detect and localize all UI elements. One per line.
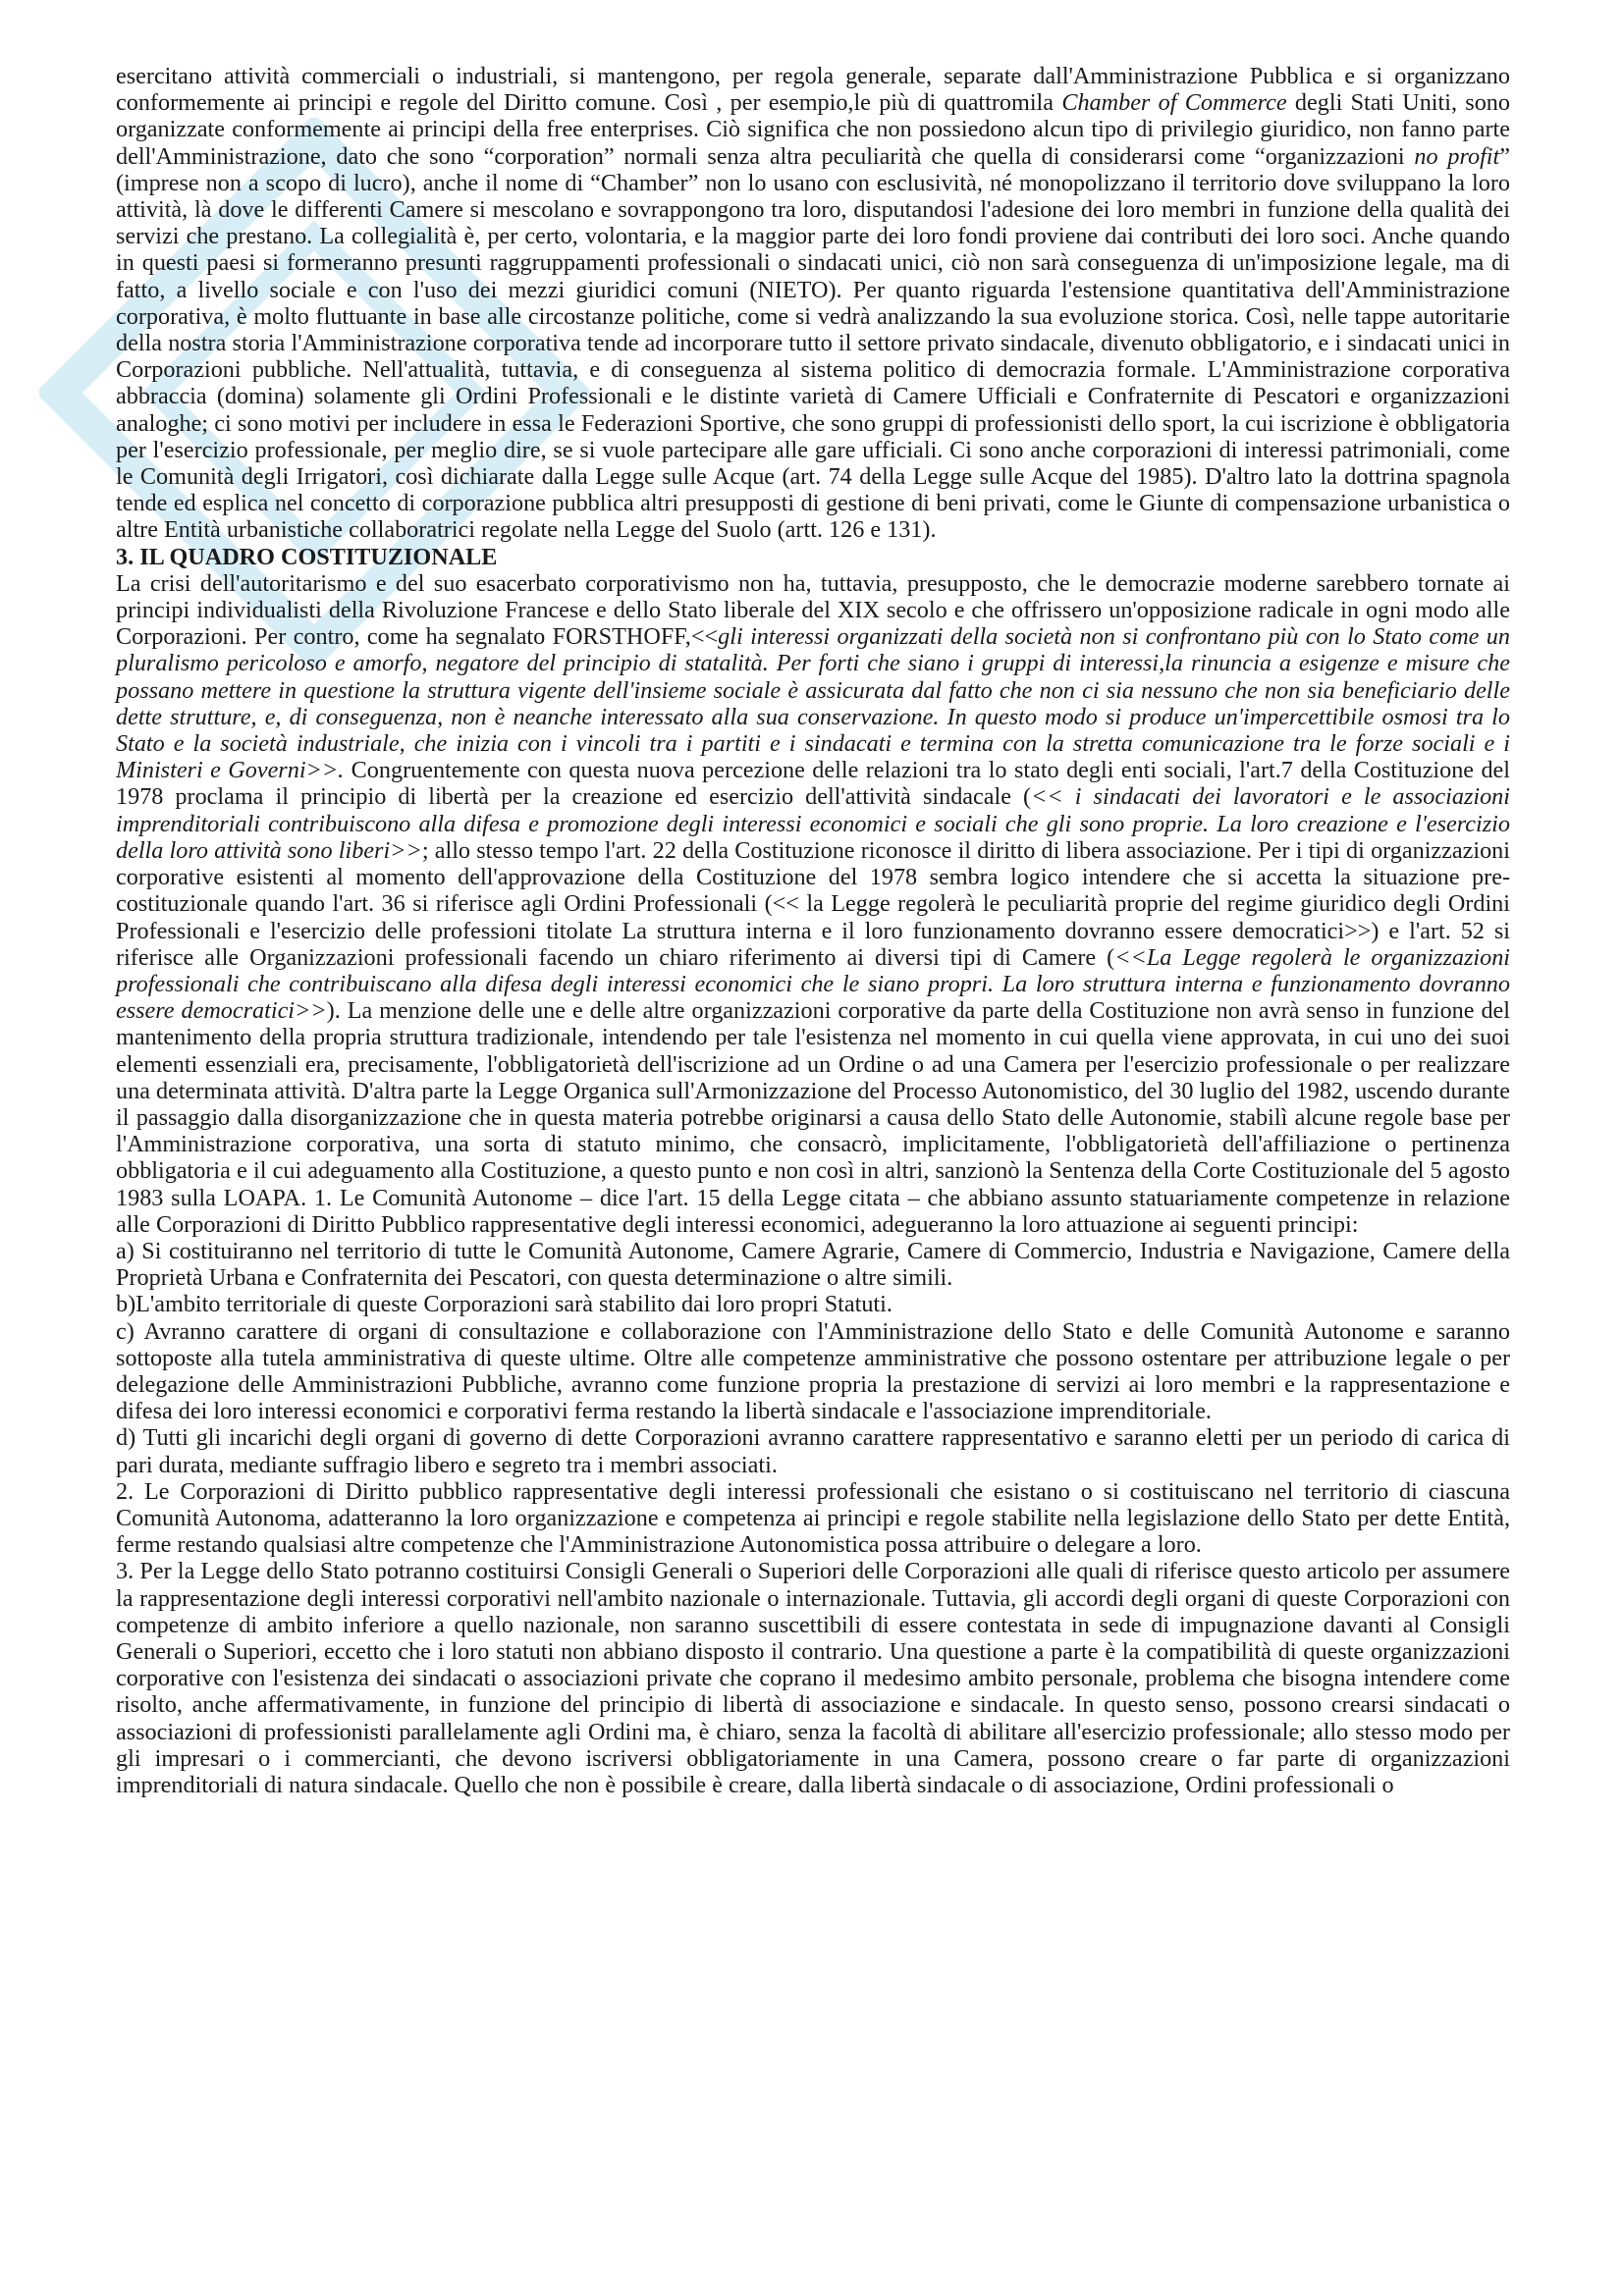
text-run: 3. Per la Legge dello Stato potranno costituirsi Consigli Generali o Superiori delle Corporazioni alle quali di riferisce questo articolo per assumere la rappresentazione degli interessi corporativi nell'ambito nazionale o internazionale. Tuttavia, gli accordi degli organi di queste Corporazioni con competenze di ambito inferiore a quello nazionale, non saranno suscettibili di essere contestata in sede di impugnazione davanti al Consigli Generali o Superiori, eccetto che i loro statuti non abbiano disposto il contrario. Una questione a parte è la compatibilità di queste organizzazioni corporative con l'esistenza dei sindacati o associazioni private che coprano il medesimo ambito personale, problema che bisogna intendere come risolto, anche affermativamente, in funzione del principio di libertà di associazione e sindacale. In questo senso, possono crearsi sindacati o associazioni di professionisti parallelamente agli Ordini ma, è chiaro, senza la facoltà di abilitare all'esercizio professionale; allo stesso modo per gli impresari o i commercianti, che devono iscriversi obbligatoriamente in una Camera, possono creare o far parte di organizzazioni imprenditoriali di natura sindacale. Quello che non è possibile è creare, dalla libertà sindacale o di associazione, Ordini professionali o [116,1558,1510,1798]
paragraph [116,570,1510,1238]
paragraph [116,1478,1510,1559]
paragraph [116,1558,1510,1798]
text-run: La crisi dell'autoritarismo e del suo esacerbato corporativismo non ha, tuttavia, presupposto, che le democrazie moderne sarebbero tornate ai principi individualisti della Rivoluzione Francese e dello Stato liberale del XIX secolo e che offrissero un'opposizione radicale in ogni modo alle Corporazioni. Per contro, come ha segnalato FORSTHOFF,<< [116,569,1510,651]
paragraph [116,1424,1510,1477]
text-run: degli Stati Uniti, sono organizzate conformemente ai principi della free enterprises. Ciò significa che non possiedono alcun tipo di privilegio giuridico, non fanno parte dell'Amministrazione, dato che sono “corporation” normali senza altra peculiarità che quella di considerarsi come “organizzazioni [116,89,1510,170]
text-run: ). La menzione delle une e delle altre organizzazioni corporative da parte della Costituzione non avrà senso in funzione del mantenimento della propria struttura tradizionale, intendendo per tale l'esistenza nel momento in cui quella viene approvata, in cui uno dei suoi elementi essenziali era, precisamente, l'obbligatorietà dell'iscrizione ad un Ordine o ad una Camera per l'esercizio professionale o per realizzare una determinata attività. D'altra parte la Legge Organica sull'Armonizzazione del Processo Autonomistico, del 30 luglio del 1982, uscendo durante il passaggio dalla disorganizzazione che in questa materia potrebbe originarsi a causa dello Stato delle Autonomie, stabilì alcune regole base per l'Amministrazione corporativa, una sorta di statuto minimo, che consacrò, implicitamente, l'obbligatorietà dell'affiliazione o pertinenza obbligatoria e il cui adeguamento alla Costituzione, a questo punto e non così in altri, sanzionò la Sentenza della Corte Costituzionale del 5 agosto 1983 sulla LOAPA. 1. Le Comunità Autonome – dice l'art. 15 della Legge citata – che abbiano assunto statuariamente competenze in relazione alle Corporazioni di Diritto Pubblico rappresentative degli interessi economici, adegueranno la loro attuazione ai seguenti principi: [116,997,1510,1238]
text-run: ” (imprese non a scopo di lucro), anche il nome di “Chamber” non lo usano con esclusività, né monopolizzano il territorio dove sviluppano la loro attività, là dove le differenti Camere si mescolano e sovrappongono tra loro, disputandosi l'adesione dei loro membri in funzione della qualità dei servizi che prestano. La collegialità è, per certo, volontaria, e la maggior parte dei loro fondi proviene dai contributi dei loro soci. Anche quando in questi paesi si formeranno presunti raggruppamenti professionali o sindacati unici, ciò non sarà conseguenza di un'imposizione legale, ma di fatto, a livello sociale e con l'uso dei mezzi giuridici comuni (NIETO). Per quanto riguarda l'estensione quantitativa dell'Amministrazione corporativa, è molto fluttuante in base alle circostanze politiche, come si vedrà analizzando la sua evoluzione storica. Così, nelle tappe autoritarie della nostra storia l'Amministrazione corporativa tende ad incorporare tutto il settore privato sindacale, divenuto obbligatorio, e i sindacati unici in Corporazioni pubbliche. Nell'attualità, tuttavia, e di conseguenza al sistema politico di democrazia formale. L'Amministrazione corporativa abbraccia (domina) solamente gli Ordini Professionali e le distinte varietà di Camere Ufficiali e Confraternite di Pescatori e organizzazioni analoghe; ci sono motivi per includere in essa le Federazioni Sportive, che sono gruppi di professionisti dello sport, la cui iscrizione è obbligatoria per l'esercizio professionale, per meglio dire, se si vuole partecipare alle gare ufficiali. Ci sono anche corporazioni di interessi patrimoniali, come le Comunità degli Irrigatori, così dichiarate dalla Legge sulle Acque (art. 74 della Legge sulle Acque del 1985). D'altro lato la dottrina spagnola tende ed esplica nel concetto di corporazione pubblica altri presupposti di gestione di beni privati, come le Giunte di compensazione urbanistica o altre Entità urbanistiche collaboratrici regolate nella Legge del Suolo (artt. 126 e 131). [116,142,1510,544]
italic-text: <<La Legge regolerà le organizzazioni professionali che contribuiscano alla difesa degli interessi economici che le siano propri. La loro struttura interna e funzionamento dovranno essere democratici>> [116,943,1511,1025]
text-run: Congruentemente con questa nuova percezione delle relazioni tra lo stato degli enti sociali, l'art.7 della Costituzione del 1978 proclama il principio di libertà per la creazione ed esercizio dell'attività sindacale ( [116,757,1511,811]
text-run: b)L'ambito territoriale di queste Corporazioni sarà stabilito dai loro propri Statuti. [116,1291,893,1318]
paragraph [116,1238,1510,1291]
paragraph [116,63,1510,544]
text-run: c) Avranno carattere di organi di consultazione e collaborazione con l'Amministrazione dello Stato e delle Comunità Autonome e saranno sottoposte alla tutela amministrativa di queste ultime. Oltre alle competenze amministrative che possono ostentare per attribuzione legale o per delegazione delle Amministrazioni Pubbliche, avranno come funzione propria la prestazione di servizi ai loro membri e la rappresentazione e difesa dei loro interessi economici e corporativi ferma restando la libertà sindacale e l'associazione imprenditoriale. [116,1317,1510,1425]
text-run: 3. IL QUADRO COSTITUZIONALE [116,543,498,570]
text-run: ; allo stesso tempo l'art. 22 della Costituzione riconosce il diritto di libera associazione. Per i tipi di organizzazioni corporative esistenti al momento dell'approvazione della Costituzione del 1978 sembra logico intendere che si accetta la situazione pre-costituzionale quando l'art. 36 si riferisce agli Ordini Professionali (<< la Legge regolerà le peculiarità proprie del regime giuridico degli Ordini Professionali e l'esercizio delle professioni titolate La struttura interna e il loro funzionamento dovranno essere democratici>>) e l'art. 52 si riferisce alle Organizzazioni professionali facendo un chiaro riferimento ai diversi tipi di Camere ( [116,836,1510,971]
text-run: esercitano attività commerciali o industriali, si mantengono, per regola generale, separate dall'Amministrazione Pubblica e si organizzano conformemente ai principi e regole del Diritto comune. Così , per esempio,le più di quattromila [116,63,1510,117]
text-run: d) Tutti gli incarichi degli organi di governo di dette Corporazioni avranno carattere rappresentativo e saranno eletti per un periodo di carica di pari durata, mediante suffragio libero e segreto tra i membri associati. [116,1424,1510,1478]
italic-text: Chamber of Commerce [1061,89,1287,117]
section-heading [116,544,1510,570]
document-page [116,63,1510,1798]
paragraph [116,1291,1510,1317]
italic-text: << i sindacati dei lavoratori e le associazioni imprenditoriali contribuiscono alla difesa e promozione degli interessi economici e sociali che gli sono proprie. La loro creazione e l'esercizio della loro attività sono liberi>> [116,783,1510,864]
text-run: a) Si costituiranno nel territorio di tutte le Comunità Autonome, Camere Agrarie, Camere di Commercio, Industria e Navigazione, Camere della Proprietà Urbana e Confraternita dei Pescatori, con questa determinazione o altre simili. [116,1237,1510,1292]
text-run: 2. Le Corporazioni di Diritto pubblico rappresentative degli interessi professionali che esistano o si costituiscano nel territorio di ciascuna Comunità Autonoma, adatteranno la loro organizzazione e competenza ai principi e regole stabilite nella legislazione dello Stato per dette Entità, ferme restando qualsiasi altre competenze che l'Amministrazione Autonomistica possa attribuire o delegare a loro. [116,1477,1510,1559]
paragraph [116,1318,1510,1425]
italic-text: no profit [1414,142,1500,170]
italic-text: gli interessi organizzati della società non si confrontano più con lo Stato come un pluralismo pericoloso e amorfo, negatore del principio di statalità. Per forti che siano i gruppi di interessi,la rinuncia a esigenze e misure che possano mettere in questione la struttura vigente dell'insieme sociale è assicurata dal fatto che non ci sia nessuno che non sia beneficiario delle dette strutture, e, di conseguenza, non è neanche interessato alla sua conservazione. In questo modo si produce un'impercettibile osmosi tra lo Stato e la società industriale, che inizia con i vincoli tra i partiti e i sindacati e termina con la stretta comunicazione tra le forze sociali e i Ministeri e Governi>>. [116,623,1510,784]
